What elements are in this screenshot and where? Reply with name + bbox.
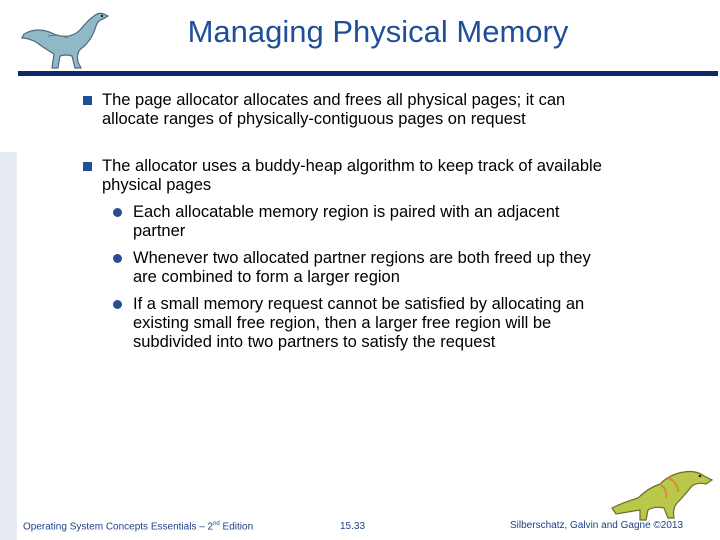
bullet-item-1: The page allocator allocates and frees all physical pages; it can allocate ranges of physically-contiguous pages on request: [102, 91, 566, 128]
footer-book-sup: nd: [213, 521, 220, 527]
title-divider: [18, 71, 718, 76]
square-bullet-icon: [83, 96, 92, 105]
round-bullet-icon: [113, 254, 122, 263]
dinosaur-logo-icon: [608, 462, 720, 524]
square-bullet-icon: [83, 162, 92, 171]
side-bar: [0, 152, 17, 540]
slide-title: Managing Physical Memory: [187, 14, 569, 49]
round-bullet-icon: [113, 208, 122, 217]
round-bullet-icon: [113, 300, 122, 309]
footer-copyright: Silberschatz, Galvin and Gagne ©2013: [510, 520, 684, 531]
footer-page-number: 15.33: [340, 521, 366, 532]
footer-book-main: Operating System Concepts Essentials – 2: [23, 521, 214, 533]
sub-bullet-item-3: If a small memory request cannot be satisfied by allocating an existing small free region, then a larger free region will be subdivided into two partners to satisfy the request: [133, 295, 585, 351]
dinosaur-logo-icon: [18, 4, 118, 72]
footer-book-tail: Edition: [219, 521, 254, 533]
bullet-item-2: The allocator uses a buddy-heap algorithm to keep track of available physical pages: [102, 157, 602, 194]
sub-bullet-item-1: Each allocatable memory region is paired with an adjacent partner: [133, 203, 560, 240]
sub-bullet-item-2: Whenever two allocated partner regions are both freed up they are combined to form a larger region: [133, 249, 591, 286]
footer-book-title: [23, 521, 253, 532]
